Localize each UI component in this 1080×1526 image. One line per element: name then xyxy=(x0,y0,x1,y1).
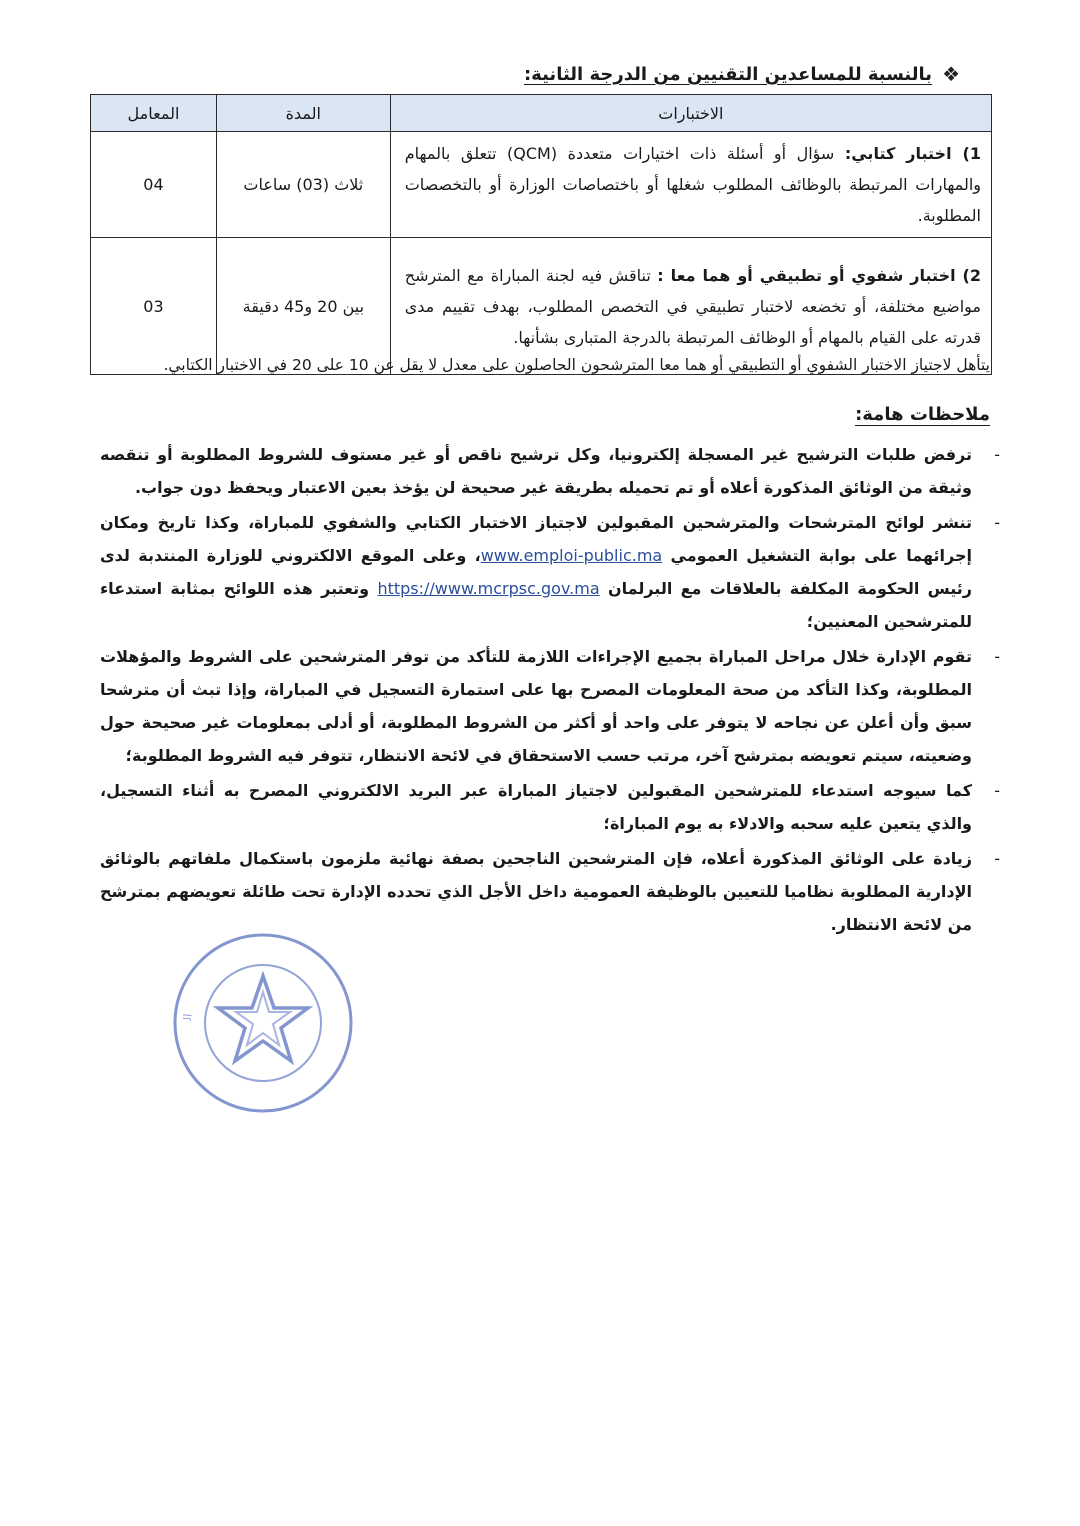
header-tests: الاختبارات xyxy=(390,95,991,132)
notes-list xyxy=(100,438,1000,943)
note-text: زيادة على الوثائق المذكورة أعلاه، فإن المترشحين الناجحين بصفة نهائية ملزمون باستكمال ملفاتهم بالوثائق الإدارية المطلوبة نظاميا للتعيين بالوظيفة العمومية داخل الأجل الذي تحدده الإدارة تحت طائلة تعويضهم بمترشح من لائحة الانتظار. xyxy=(100,849,972,934)
test-description xyxy=(390,238,991,375)
note-text: وتعتبر هذه اللوائح بمثابة استدعاء للمترشحين المعنيين؛ xyxy=(100,579,972,631)
official-stamp xyxy=(168,928,358,1118)
dash-bullet: - xyxy=(994,849,1000,868)
test-coefficient: 03 xyxy=(91,238,217,375)
stamp-seal-icon xyxy=(168,928,358,1118)
dash-bullet: - xyxy=(994,647,1000,666)
list-item xyxy=(100,438,1000,504)
table-row xyxy=(91,238,992,375)
notes-heading: ملاحظات هامة: xyxy=(855,404,990,425)
test-duration: ثلاث (03) ساعات xyxy=(216,132,390,238)
table-header-row xyxy=(91,95,992,132)
note-text: ترفض طلبات الترشيح غير المسجلة إلكترونيا، وكل ترشيح ناقص أو غير مستوف للشروط المطلوبة أو تنقصه وثيقة من الوثائق المذكورة أعلاه أو تم تحميله بطريقة غير صحيحة لن يؤخذ بعين الاعتبار ويحفظ دون جواب. xyxy=(100,445,972,497)
test-duration: بين 20 و45 دقيقة xyxy=(216,238,390,375)
test-description xyxy=(390,132,991,238)
section-heading-text: بالنسبة للمساعدين التقنيين من الدرجة الثانية: xyxy=(523,63,933,85)
list-item xyxy=(100,640,1000,772)
test-title: 1) اختبار كتابي: xyxy=(844,144,982,163)
tests-table xyxy=(90,94,992,375)
test-title: 2) اختبار شفوي أو تطبيقي أو هما معا : xyxy=(657,265,981,285)
qualification-note: يتأهل لاجتياز الاختبار الشفوي أو التطبيقي أو هما معا المترشحون الحاصلون على معدل لا يقل عن 10 على 20 في الاختبار الكتابي. xyxy=(163,356,990,374)
dash-bullet: - xyxy=(994,513,1000,532)
header-duration: المدة xyxy=(216,95,390,132)
dash-bullet: - xyxy=(994,445,1000,464)
list-item xyxy=(100,774,1000,840)
note-text: ، وعلى الموقع الالكتروني للوزارة المنتدبة لدى رئيس الحكومة المكلفة بالعلاقات مع البرلمان xyxy=(100,546,973,598)
test-text: تناقش فيه لجنة المباراة مع المترشح مواضيع مختلفة، أو تخضعه لاختبار تطبيقي في التخصص المطلوب، بهدف تقييم مدى قدرته على القيام بالمهام أو الوظائف المرتبطة بالدرجة المتبارى بشأنها. xyxy=(404,265,981,347)
note-text: تقوم الإدارة خلال مراحل المباراة بجميع الإجراءات اللازمة للتأكد من توفر المترشحين على الشروط والمؤهلات المطلوبة، وكذا التأكد من صحة المعلومات المصرح بها على استمارة التسجيل في المباراة، وإذا تبث أن مترشحا سبق وأن أعلن عن نجاحه لا يتوفر على واحد أو أكثر من الشروط المطلوبة، أو أدلى بمعلومات غير صحيحة حول وضعيته، سيتم تعويضه بمترشح آخر، مرتب حسب الاستحقاق في لائحة الانتظار، تتوفر فيه الشروط المطلوبة؛ xyxy=(100,647,972,765)
dash-bullet: - xyxy=(994,781,1000,800)
note-text: تنشر لوائح المترشحات والمترشحين المقبولين لاجتياز الاختبار الكتابي والشفوي للمباراة، وكذا تاريخ ومكان إجرائهما على بوابة التشغيل العمومي xyxy=(100,513,973,565)
note-text: كما سيوجه استدعاء للمترشحين المقبولين لاجتياز المباراة عبر البريد الالكتروني المصرح به أثناء التسجيل، والذي يتعين عليه سحبه والادلاء به يوم المباراة؛ xyxy=(100,781,972,833)
section-heading xyxy=(524,62,960,86)
diamond-bullet-icon: ❖ xyxy=(942,62,960,86)
list-item xyxy=(100,506,1000,638)
table-row xyxy=(91,132,992,238)
emploi-public-link[interactable]: www.emploi-public.ma xyxy=(480,546,663,565)
test-coefficient: 04 xyxy=(91,132,217,238)
test-text: سؤال أو أسئلة ذات اختيارات متعددة (QCM) تتعلق بالمهام والمهارات المرتبطة بالوظائف المطلوب شغلها أو باختصاصات الوزارة أو بالتخصصات المطلوبة. xyxy=(404,144,981,225)
header-coefficient: المعامل xyxy=(91,95,217,132)
stamp-ring-text: ال xyxy=(181,1013,195,1021)
mcrpsc-link[interactable]: https://www.mcrpsc.gov.ma xyxy=(377,579,600,598)
list-item xyxy=(100,842,1000,941)
